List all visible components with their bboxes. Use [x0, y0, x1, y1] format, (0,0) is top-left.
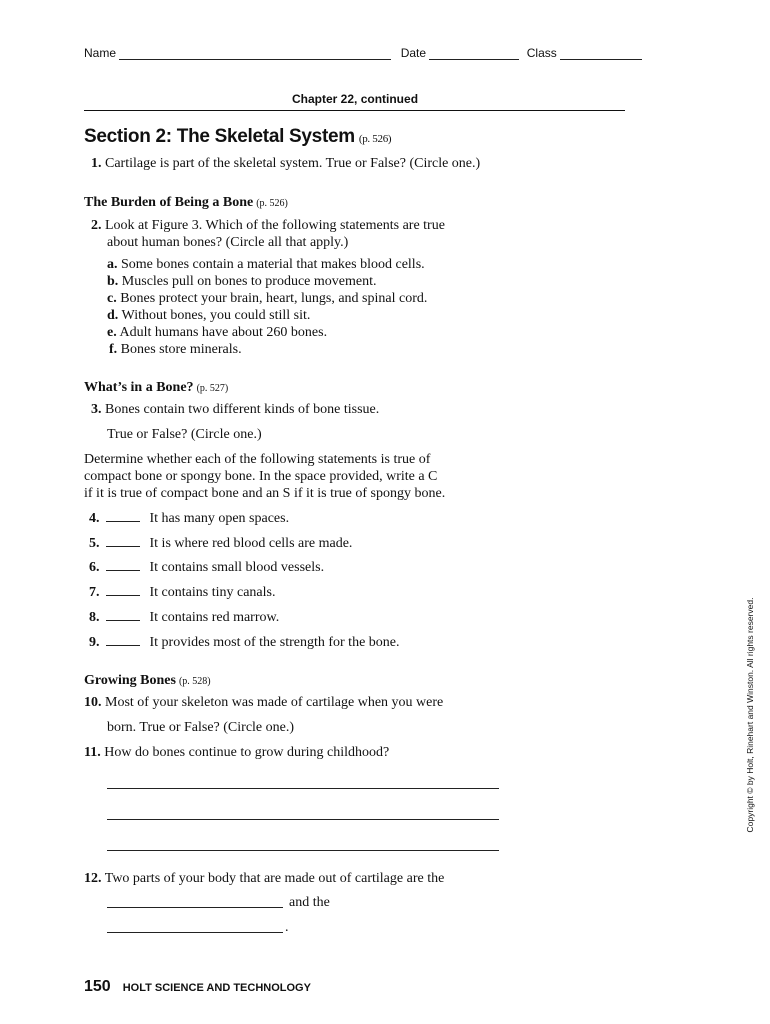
option-a[interactable]: a. Some bones contain a material that makes blood cells. [107, 257, 425, 272]
question-10 [84, 694, 443, 711]
class-field[interactable] [560, 47, 642, 60]
growing-heading [84, 673, 211, 689]
whats-in-heading-text: What’s in a Bone? [84, 380, 194, 395]
answer-blank[interactable] [106, 610, 140, 621]
answer-line-1[interactable] [107, 788, 499, 789]
option-c[interactable]: c. Bones protect your brain, heart, lungs, and spinal cord. [107, 291, 428, 306]
name-label: Name [84, 46, 117, 60]
question-2-line2: about human bones? (Circle all that apply.) [107, 235, 349, 250]
item-5: 5. It is where red blood cells are made. [89, 536, 353, 551]
growing-heading-text: Growing Bones [84, 673, 176, 688]
chapter-heading: Chapter 22, continued [292, 92, 419, 106]
date-label: Date [400, 46, 427, 60]
burden-heading [84, 195, 288, 211]
question-3 [91, 401, 379, 418]
instructions-line1: Determine whether each of the following statements is true of [84, 452, 431, 467]
question-number: 12. [84, 871, 102, 886]
name-field[interactable] [119, 47, 391, 60]
item-9: 9. It provides most of the strength for the bone. [89, 635, 400, 650]
option-e[interactable]: e. Adult humans have about 260 bones. [107, 325, 328, 340]
item-8: 8. It contains red marrow. [89, 610, 280, 625]
question-text: Two parts of your body that are made out of cartilage are the [104, 871, 445, 886]
item-7: 7. It contains tiny canals. [89, 585, 276, 600]
section-title-text: Section 2: The Skeletal System [84, 126, 355, 147]
answer-blank[interactable] [106, 585, 140, 596]
question-1 [91, 155, 480, 172]
burden-page-ref: (p. 526) [256, 198, 288, 209]
question-text-line1: Most of your skeleton was made of cartilage when you were [105, 695, 444, 710]
footer-title: HOLT SCIENCE AND TECHNOLOGY [122, 982, 311, 994]
and-the-text: and the [289, 895, 330, 910]
answer-blank[interactable] [106, 511, 140, 522]
answer-blank-2[interactable] [107, 932, 283, 933]
question-10-line2[interactable]: born. True or False? (Circle one.) [107, 720, 295, 735]
question-number: 3. [91, 402, 102, 417]
period: . [285, 920, 289, 935]
header-divider [84, 110, 625, 111]
instructions-line3: if it is true of compact bone and an S if it is true of spongy bone. [84, 486, 446, 501]
question-2 [91, 217, 445, 234]
item-4: 4. It has many open spaces. [89, 511, 290, 526]
page-footer [84, 978, 311, 996]
whats-in-heading [84, 380, 228, 396]
question-text: Bones contain two different kinds of bone tissue. [105, 402, 380, 417]
item-6: 6. It contains small blood vessels. [89, 560, 325, 575]
answer-line-2[interactable] [107, 819, 499, 820]
page-number: 150 [84, 978, 111, 995]
question-3-true-false[interactable]: True or False? (Circle one.) [107, 427, 262, 442]
date-field[interactable] [429, 47, 519, 60]
instructions-line2: compact bone or spongy bone. In the space provided, write a C [84, 469, 438, 484]
question-11 [84, 744, 389, 761]
option-d[interactable]: d. Without bones, you could still sit. [107, 308, 311, 323]
question-number: 1. [91, 156, 102, 171]
header-fields [84, 46, 642, 60]
answer-blank[interactable] [106, 560, 140, 571]
option-f[interactable]: f. Bones store minerals. [109, 342, 242, 357]
question-text: Cartilage is part of the skeletal system. True or False? (Circle one.) [105, 156, 481, 171]
answer-blank[interactable] [106, 536, 140, 547]
question-number: 11. [84, 745, 101, 760]
section-title [84, 126, 391, 148]
answer-blank-1[interactable] [107, 907, 283, 908]
question-text-line1: Look at Figure 3. Which of the following statements are true [105, 218, 445, 233]
burden-heading-text: The Burden of Being a Bone [84, 195, 254, 210]
section-page-ref: (p. 526) [358, 133, 392, 145]
growing-page-ref: (p. 528) [178, 676, 211, 687]
whats-in-page-ref: (p. 527) [196, 383, 229, 394]
answer-line-3[interactable] [107, 850, 499, 851]
question-12 [84, 870, 444, 887]
question-number: 10. [84, 695, 102, 710]
question-number: 2. [91, 218, 102, 233]
question-text: How do bones continue to grow during childhood? [104, 745, 390, 760]
option-b[interactable]: b. Muscles pull on bones to produce movement. [107, 274, 377, 289]
answer-blank[interactable] [106, 635, 140, 646]
copyright-notice: Copyright © by Holt, Rinehart and Winston. All rights reserved. [745, 597, 755, 833]
class-label: Class [526, 46, 557, 60]
